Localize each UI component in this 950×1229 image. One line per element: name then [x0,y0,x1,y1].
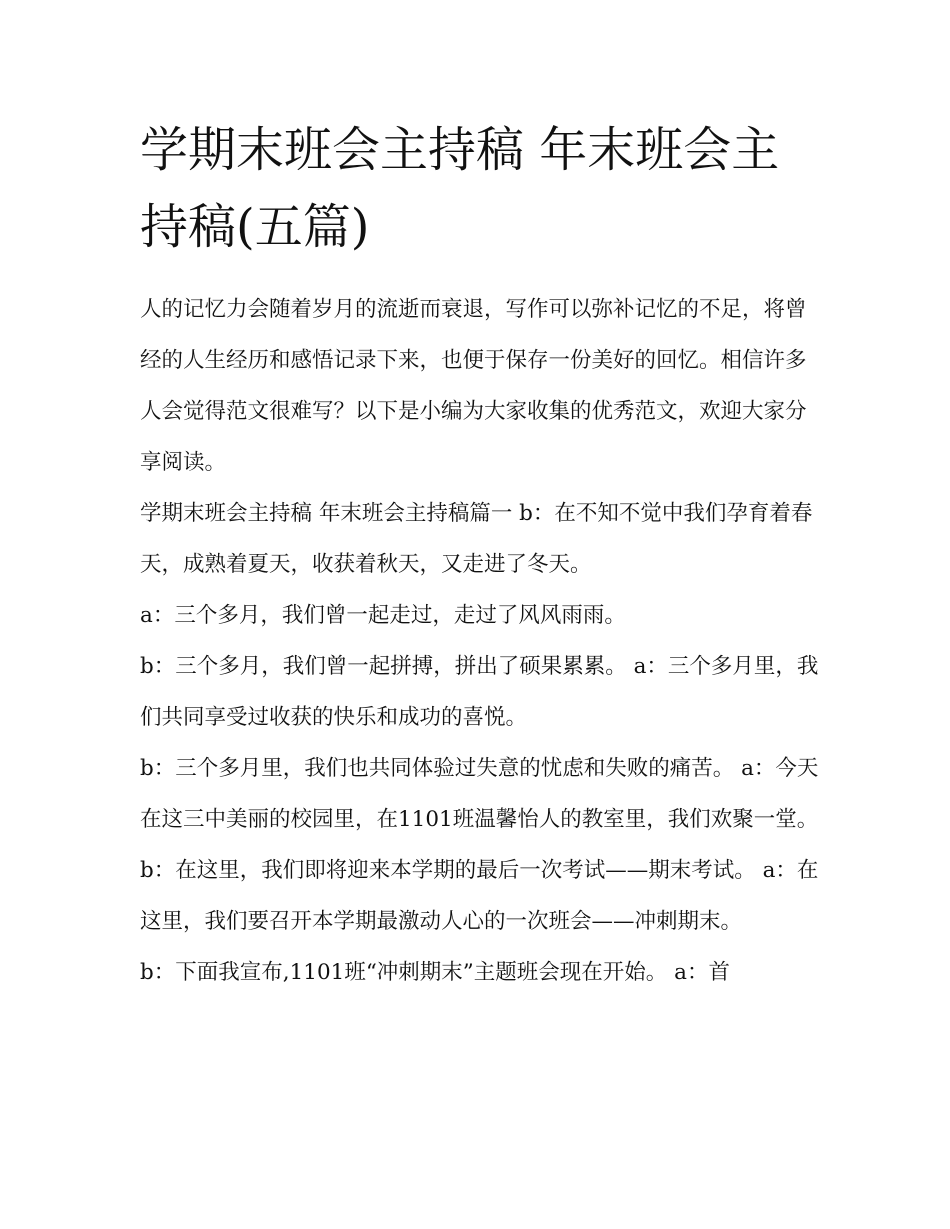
document-title: 学期末班会主持稿 年末班会主持稿(五篇) [140,122,780,255]
body-paragraph: b：下面我宣布,1101班“冲刺期末”主题班会现在开始。 a：首 [140,960,730,985]
intro-paragraph: 人的记忆力会随着岁月的流逝而衰退，写作可以弥补记忆的不足，将曾经的人生经历和感悟记录下来，也便于保存一份美好的回忆。相信许多人会觉得范文很难写？以下是小编为大家收集的优秀范文，欢迎大家分享阅读。 [140,297,807,475]
document-page [140,112,820,998]
body-paragraph: b：在这里，我们即将迎来本学期的最后一次考试——期末考试。 a：在这里，我们要召开本学期最激动人心的一次班会——冲刺期末。 [140,858,819,934]
body-paragraph: a：三个多月，我们曾一起走过，走过了风风雨雨。 [140,603,626,628]
body-paragraph: 学期末班会主持稿 年末班会主持稿篇一 b：在不知不觉中我们孕育着春天，成熟着夏天，收获着秋天，又走进了冬天。 [140,501,813,577]
body-paragraph: b：三个多月，我们曾一起拼搏，拼出了硕果累累。 a：三个多月里，我们共同享受过收获的快乐和成功的喜悦。 [140,654,819,730]
body-paragraph: b：三个多月里，我们也共同体验过失意的忧虑和失败的痛苦。 a：今天在这三中美丽的校园里，在1101班温馨怡人的教室里，我们欢聚一堂。 [140,756,819,832]
